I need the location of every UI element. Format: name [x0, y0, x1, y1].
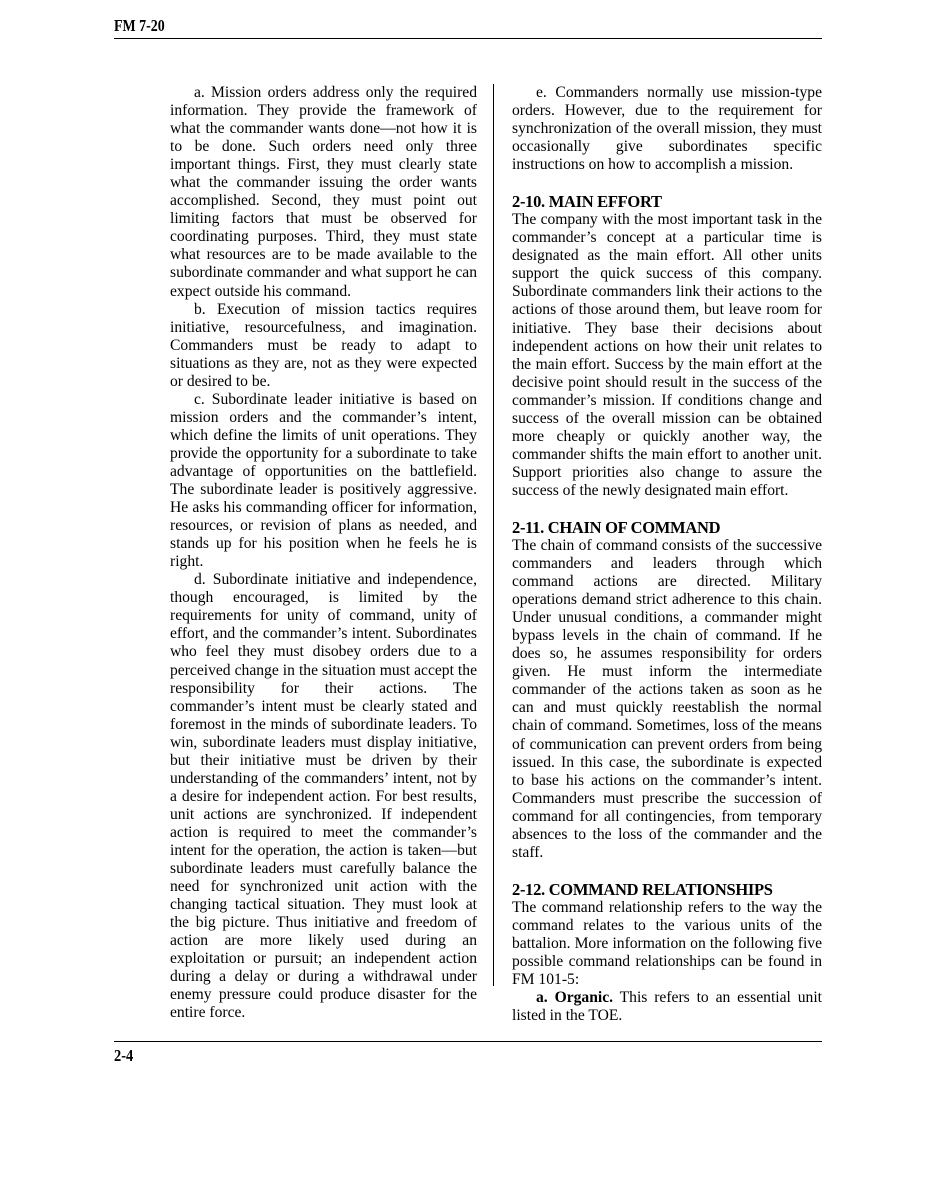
left-column [170, 84, 477, 1022]
section-2-11-body: The chain of command consists of the successive commanders and leaders through which command actions are directed. Military operations demand strict adherence to this chain. Under unusual conditions, a commander might bypass levels in the chain of command. If he does so, he assumes responsibility for orders given. He must inform the intermediate commander of the actions taken as soon as he can and must quickly reestablish the normal chain of command. Sometimes, loss of the means of communication can prevent orders from being issued. In this case, the subordinate is expected to base his actions on the commander’s intent. Commanders must prescribe the succession of command for all contingencies, from temporary absences to the loss of the commander and the staff. [512, 536, 822, 861]
column-divider [493, 84, 494, 986]
running-footer [114, 1041, 822, 1065]
page-number: 2-4 [114, 1046, 134, 1065]
section-2-12-heading: 2-12. COMMAND RELATIONSHIPS [512, 879, 773, 899]
section-2-10-heading: 2-10. MAIN EFFORT [512, 192, 662, 212]
section-2-11-heading: 2-11. CHAIN OF COMMAND [512, 517, 721, 537]
paragraph-a: a. Mission orders address only the required information. They provide the framework of what the commander wants done—not how it is to be done. Such orders need only three important things. First, they must clearly state what the commander issuing the order wants accomplished. Second, they must point out limiting factors that must be observed for coordinating purposes. Third, they must state what resources are to be made available to the subordinate commander and what support he can expect outside his command. [170, 84, 477, 300]
paragraph-d: d. Subordinate initiative and independence, though encouraged, is limited by the requirements for unity of command, unity of effort, and the commander’s intent. Subordinates who feel they must disobey orders due to a perceived change in the situation must accept the responsibility for their actions. The commander’s intent must be clearly stated and foremost in the minds of subordinate leaders. To win, subordinate leaders must display initiative, but their initiative must be driven by their understanding of the commanders’ intent, not by a desire for independent action. For best results, unit actions are synchronized. If independent action is required to meet the commander’s intent for the operation, the action is taken—but subordinate leaders must carefully balance the need for synchronized unit action with the changing tactical situation. They must look at the big picture. Thus initiative and freedom of action are more likely used during an exploitation or pursuit; an independent action during a delay or during a withdrawal under enemy pressure could produce disaster for the entire force. [170, 571, 477, 1022]
spacer [512, 862, 822, 880]
item-a-organic [512, 989, 822, 1025]
spacer [512, 174, 822, 192]
paragraph-c: c. Subordinate leader initiative is based on mission orders and the commander’s intent, which define the limits of unit operations. They provide the opportunity for a subordinate to take advantage of opportunities on the battlefield. The subordinate leader is positively aggressive. He asks his commanding officer for information, resources, or revision of plans as needed, and stands up for his position when he feels he is right. [170, 390, 477, 571]
section-2-10-body: The company with the most important task in the commander’s concept at a particular time is designated as the main effort. All other units support the quick success of this company. Subordinate commanders link their actions to the actions of those around them, but leave room for initiative. They base their decisions about independent actions on how their unit relates to the main effort. Success by the main effort at the decisive point should result in the success of the commander’s mission. If conditions change and success of the overall mission can be obtained more cheaply or quickly another way, the commander shifts the main effort to another unit. Support priorities also change to assure the success of the newly designated main effort. [512, 211, 822, 499]
spacer [512, 500, 822, 518]
running-header [114, 14, 822, 39]
item-a-label: a. Organic. [536, 989, 614, 1007]
item-a-text: This refers to an essential unit listed in the TOE. [512, 989, 822, 1025]
right-column [512, 84, 822, 1025]
manual-title: FM 7-20 [114, 16, 165, 35]
section-2-12-body: The command relationship refers to the way the command relates to the various units of the battalion. More information on the following five possible command relationships can be found in FM 101-5: [512, 898, 822, 989]
paragraph-b: b. Execution of mission tactics requires initiative, resourcefulness, and imagination. Commanders must be ready to adapt to situations as they are, not as they were expected or desired to be. [170, 300, 477, 390]
paragraph-e: e. Commanders normally use mission-type orders. However, due to the requirement for synchronization of the overall mission, they must occasionally give subordinates specific instructions on how to accomplish a mission. [512, 84, 822, 174]
